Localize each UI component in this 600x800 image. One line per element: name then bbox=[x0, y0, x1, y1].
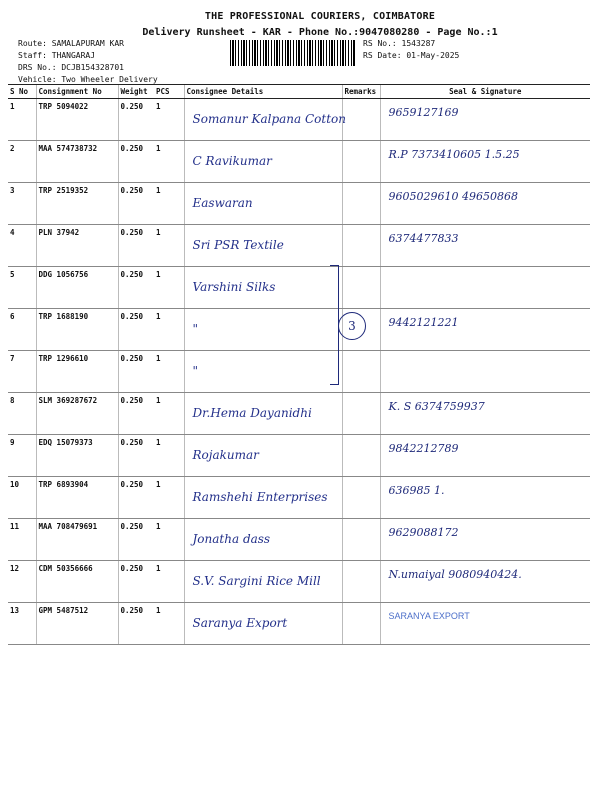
row-weight bbox=[118, 99, 154, 141]
row-sno-text: 1 bbox=[10, 102, 15, 111]
row-consignment-no bbox=[36, 141, 118, 183]
row-remarks bbox=[342, 141, 380, 183]
row-signature bbox=[380, 99, 590, 141]
row-consignment-no-text: PLN 37942 bbox=[38, 228, 80, 237]
staff-label: Staff: THANGARAJ bbox=[18, 51, 96, 60]
consignee-handwriting: Saranya Export bbox=[192, 616, 288, 630]
row-sno bbox=[8, 225, 36, 267]
row-pcs-text: 1 bbox=[156, 354, 161, 363]
row-consignment-no-text: SLM 369287672 bbox=[38, 396, 98, 405]
col-header-remarks: Remarks bbox=[342, 85, 380, 99]
row-remarks bbox=[342, 225, 380, 267]
row-sno bbox=[8, 141, 36, 183]
table-row bbox=[8, 183, 590, 225]
row-signature bbox=[380, 477, 590, 519]
row-weight bbox=[118, 477, 154, 519]
vehicle-label: Vehicle: Two Wheeler Delivery bbox=[18, 75, 158, 84]
consignee-handwriting: " bbox=[192, 364, 199, 378]
signature-handwriting: 9842212789 bbox=[388, 442, 459, 455]
consignee-handwriting: Ramshehi Enterprises bbox=[192, 490, 328, 504]
consignee-handwriting: Varshini Silks bbox=[192, 280, 276, 294]
row-consignment-no bbox=[36, 225, 118, 267]
consignee-handwriting: Sri PSR Textile bbox=[192, 238, 284, 252]
row-sno-text: 7 bbox=[10, 354, 15, 363]
row-sno bbox=[8, 561, 36, 603]
runsheet-meta-left bbox=[18, 38, 158, 86]
row-pcs-text: 1 bbox=[156, 438, 161, 447]
table-row bbox=[8, 99, 590, 141]
row-weight bbox=[118, 561, 154, 603]
row-consignment-no-text: DDG 1056756 bbox=[38, 270, 89, 279]
signature-handwriting: SARANYA EXPORT bbox=[388, 611, 470, 621]
row-sno bbox=[8, 519, 36, 561]
row-sno-text: 4 bbox=[10, 228, 15, 237]
row-pcs bbox=[154, 267, 184, 309]
row-weight-text: 0.250 bbox=[120, 480, 144, 489]
company-title: THE PROFESSIONAL COURIERS, COIMBATORE bbox=[204, 11, 436, 22]
row-remarks bbox=[342, 183, 380, 225]
consignee-handwriting: Somanur Kalpana Cotton bbox=[192, 112, 346, 126]
row-consignment-no bbox=[36, 561, 118, 603]
row-remarks bbox=[342, 267, 380, 309]
signature-handwriting: 6374477833 bbox=[388, 232, 459, 245]
row-weight-text: 0.250 bbox=[120, 522, 144, 531]
row-signature bbox=[380, 561, 590, 603]
row-pcs bbox=[154, 519, 184, 561]
row-weight bbox=[118, 225, 154, 267]
table-row bbox=[8, 351, 590, 393]
circled-annotation: 3 bbox=[338, 312, 366, 340]
row-consignment-no bbox=[36, 267, 118, 309]
table-header-row bbox=[8, 85, 590, 99]
row-sno-text: 6 bbox=[10, 312, 15, 321]
row-pcs-text: 1 bbox=[156, 312, 161, 321]
drs-label: DRS No.: DCJB154328701 bbox=[18, 63, 124, 72]
row-weight bbox=[118, 267, 154, 309]
signature-handwriting: 9629088172 bbox=[388, 526, 459, 539]
row-pcs-text: 1 bbox=[156, 480, 161, 489]
rs-date-label: RS Date: 01-May-2025 bbox=[363, 51, 460, 60]
col-header-consignee: Consignee Details bbox=[184, 85, 342, 99]
barcode bbox=[230, 40, 355, 66]
col-header-weight: Weight bbox=[118, 85, 154, 99]
row-pcs-text: 1 bbox=[156, 270, 161, 279]
row-signature bbox=[380, 309, 590, 351]
row-sno bbox=[8, 183, 36, 225]
row-remarks bbox=[342, 603, 380, 645]
row-remarks bbox=[342, 393, 380, 435]
consignee-handwriting: Easwaran bbox=[192, 196, 253, 210]
consignee-handwriting: Jonatha dass bbox=[192, 532, 271, 546]
row-pcs-text: 1 bbox=[156, 228, 161, 237]
row-consignment-no bbox=[36, 393, 118, 435]
row-weight-text: 0.250 bbox=[120, 228, 144, 237]
row-signature bbox=[380, 141, 590, 183]
row-weight bbox=[118, 603, 154, 645]
runsheet-meta-right bbox=[363, 38, 459, 62]
row-pcs-text: 1 bbox=[156, 186, 161, 195]
consignee-handwriting: " bbox=[192, 322, 199, 336]
row-sno bbox=[8, 351, 36, 393]
row-consignment-no-text: TRP 1296610 bbox=[38, 354, 89, 363]
row-remarks bbox=[342, 519, 380, 561]
row-consignee bbox=[184, 519, 342, 561]
row-weight bbox=[118, 351, 154, 393]
table-row bbox=[8, 141, 590, 183]
row-consignment-no-text: EDQ 15079373 bbox=[38, 438, 93, 447]
col-header-pcs: PCS bbox=[154, 85, 184, 99]
row-consignee bbox=[184, 225, 342, 267]
signature-handwriting: 9442121221 bbox=[388, 316, 459, 329]
row-weight-text: 0.250 bbox=[120, 270, 144, 279]
row-consignee bbox=[184, 435, 342, 477]
row-consignment-no bbox=[36, 435, 118, 477]
row-signature bbox=[380, 519, 590, 561]
row-weight-text: 0.250 bbox=[120, 312, 144, 321]
row-consignee bbox=[184, 477, 342, 519]
row-sno-text: 12 bbox=[10, 564, 20, 573]
row-consignee bbox=[184, 309, 342, 351]
row-remarks bbox=[342, 99, 380, 141]
table-row bbox=[8, 519, 590, 561]
row-sno bbox=[8, 435, 36, 477]
signature-handwriting: 9605029610 49650868 bbox=[388, 190, 518, 203]
row-sno-text: 13 bbox=[10, 606, 20, 615]
row-sno bbox=[8, 393, 36, 435]
col-header-consignment: Consignment No bbox=[36, 85, 118, 99]
consignee-handwriting: C Ravikumar bbox=[192, 154, 272, 168]
signature-handwriting: R.P 7373410605 1.5.25 bbox=[388, 148, 520, 161]
row-pcs-text: 1 bbox=[156, 102, 161, 111]
row-pcs bbox=[154, 477, 184, 519]
table-row bbox=[8, 603, 590, 645]
row-consignment-no-text: MAA 708479691 bbox=[38, 522, 98, 531]
row-consignment-no bbox=[36, 99, 118, 141]
row-consignment-no-text: TRP 5094022 bbox=[38, 102, 89, 111]
col-header-sno: S No bbox=[8, 85, 36, 99]
row-sno bbox=[8, 267, 36, 309]
row-sno bbox=[8, 99, 36, 141]
signature-handwriting: N.umaiyal 9080940424. bbox=[388, 568, 522, 581]
row-pcs-text: 1 bbox=[156, 396, 161, 405]
row-pcs-text: 1 bbox=[156, 564, 161, 573]
row-weight-text: 0.250 bbox=[120, 144, 144, 153]
table-row bbox=[8, 225, 590, 267]
row-consignment-no bbox=[36, 603, 118, 645]
row-sno bbox=[8, 603, 36, 645]
row-weight-text: 0.250 bbox=[120, 186, 144, 195]
row-weight-text: 0.250 bbox=[120, 438, 144, 447]
row-sno bbox=[8, 309, 36, 351]
row-consignee bbox=[184, 393, 342, 435]
row-consignee bbox=[184, 267, 342, 309]
row-sno-text: 5 bbox=[10, 270, 15, 279]
row-signature bbox=[380, 225, 590, 267]
row-consignee bbox=[184, 561, 342, 603]
row-pcs bbox=[154, 435, 184, 477]
row-consignment-no-text: TRP 6893904 bbox=[38, 480, 89, 489]
table-row bbox=[8, 477, 590, 519]
consignee-handwriting: Rojakumar bbox=[192, 448, 259, 462]
signature-handwriting: K. S 6374759937 bbox=[388, 400, 485, 413]
row-sno-text: 9 bbox=[10, 438, 15, 447]
row-pcs bbox=[154, 183, 184, 225]
row-weight-text: 0.250 bbox=[120, 102, 144, 111]
row-signature bbox=[380, 435, 590, 477]
signature-handwriting bbox=[383, 270, 589, 274]
row-weight bbox=[118, 141, 154, 183]
row-sno bbox=[8, 477, 36, 519]
row-weight bbox=[118, 435, 154, 477]
route-label: Route: SAMALAPURAM KAR bbox=[18, 39, 124, 48]
row-consignment-no-text: MAA 574738732 bbox=[38, 144, 98, 153]
row-pcs bbox=[154, 309, 184, 351]
col-header-seal: Seal & Signature bbox=[380, 85, 590, 99]
row-remarks bbox=[342, 477, 380, 519]
row-pcs bbox=[154, 351, 184, 393]
row-consignment-no-text: CDM 50356666 bbox=[38, 564, 93, 573]
runsheet-title: Delivery Runsheet - KAR - Phone No.:9047080280 - Page No.:1 bbox=[142, 27, 498, 38]
row-consignee bbox=[184, 603, 342, 645]
row-weight bbox=[118, 519, 154, 561]
row-pcs bbox=[154, 141, 184, 183]
row-consignment-no bbox=[36, 477, 118, 519]
table-row bbox=[8, 309, 590, 351]
row-sno-text: 2 bbox=[10, 144, 15, 153]
signature-handwriting: 636985 1. bbox=[388, 484, 445, 497]
row-remarks bbox=[342, 351, 380, 393]
row-remarks bbox=[342, 561, 380, 603]
row-pcs bbox=[154, 225, 184, 267]
row-signature bbox=[380, 393, 590, 435]
row-pcs-text: 1 bbox=[156, 522, 161, 531]
row-consignment-no bbox=[36, 519, 118, 561]
rs-no-label: RS No.: 1543287 bbox=[363, 39, 436, 48]
row-consignee bbox=[184, 183, 342, 225]
row-weight bbox=[118, 393, 154, 435]
row-signature bbox=[380, 183, 590, 225]
row-signature bbox=[380, 351, 590, 393]
consignee-handwriting: S.V. Sargini Rice Mill bbox=[192, 574, 321, 588]
row-pcs bbox=[154, 561, 184, 603]
row-weight bbox=[118, 309, 154, 351]
signature-handwriting bbox=[383, 354, 589, 358]
row-consignment-no-text: TRP 1688190 bbox=[38, 312, 89, 321]
row-weight-text: 0.250 bbox=[120, 564, 144, 573]
table-row bbox=[8, 435, 590, 477]
delivery-table bbox=[8, 84, 590, 645]
row-consignment-no bbox=[36, 309, 118, 351]
row-pcs-text: 1 bbox=[156, 606, 161, 615]
row-pcs bbox=[154, 393, 184, 435]
row-weight bbox=[118, 183, 154, 225]
table-row bbox=[8, 267, 590, 309]
row-sno-text: 10 bbox=[10, 480, 20, 489]
row-consignee bbox=[184, 99, 346, 141]
consignee-handwriting: Dr.Hema Dayanidhi bbox=[192, 406, 312, 420]
row-remarks bbox=[342, 435, 380, 477]
row-consignment-no bbox=[36, 183, 118, 225]
table-row bbox=[8, 561, 590, 603]
signature-handwriting: 9659127169 bbox=[388, 106, 459, 119]
row-pcs-text: 1 bbox=[156, 144, 161, 153]
row-consignment-no-text: GPM 5487512 bbox=[38, 606, 89, 615]
row-sno-text: 3 bbox=[10, 186, 15, 195]
row-sno-text: 8 bbox=[10, 396, 15, 405]
row-pcs bbox=[154, 603, 184, 645]
row-consignment-no-text: TRP 2519352 bbox=[38, 186, 89, 195]
row-weight-text: 0.250 bbox=[120, 396, 144, 405]
row-weight-text: 0.250 bbox=[120, 354, 144, 363]
row-signature bbox=[380, 603, 590, 645]
table-row bbox=[8, 393, 590, 435]
row-signature bbox=[380, 267, 590, 309]
row-sno-text: 11 bbox=[10, 522, 20, 531]
row-weight-text: 0.250 bbox=[120, 606, 144, 615]
row-consignment-no bbox=[36, 351, 118, 393]
row-pcs bbox=[154, 99, 184, 141]
row-consignee bbox=[184, 351, 342, 393]
row-consignee bbox=[184, 141, 342, 183]
